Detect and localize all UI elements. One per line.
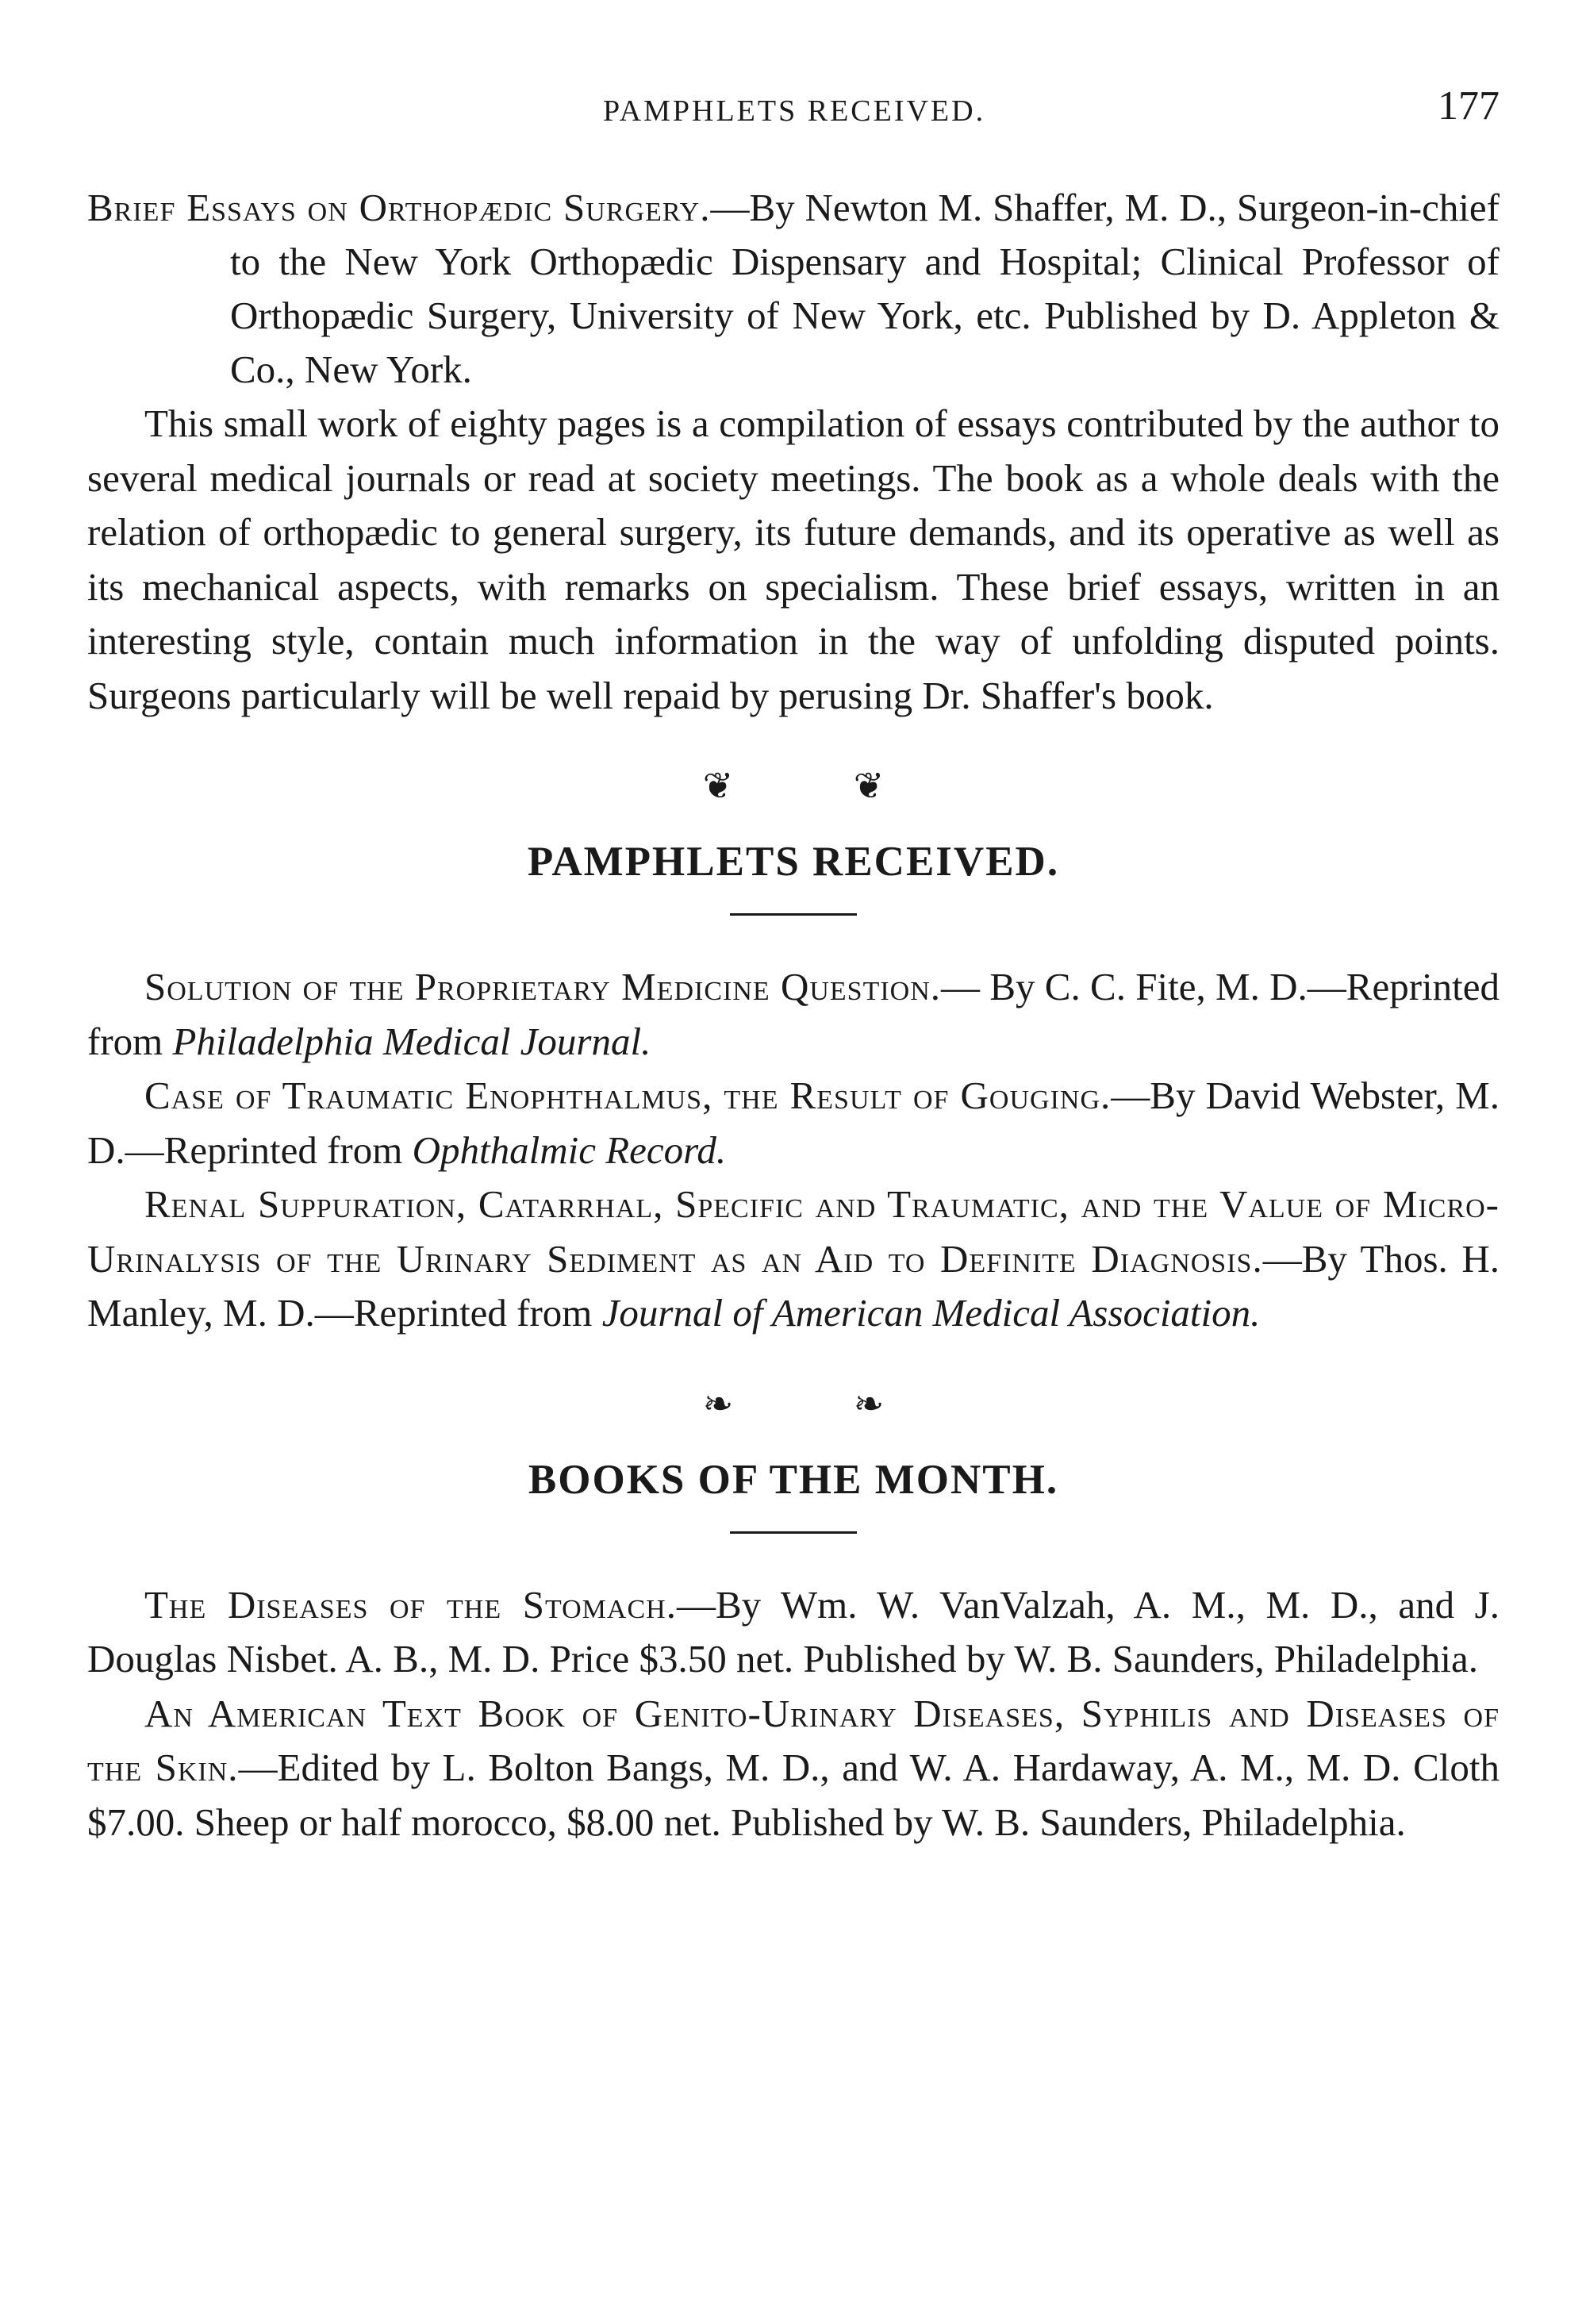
pamphlet-title: Renal Suppuration, Catarrhal, Specific and Traumatic, and the Value of Micro-Urinalysis of the Urinary Sediment as an Aid to Definite Diagnosis. [87,1182,1500,1281]
review-heading [87,181,1500,397]
pamphlet-source: Ophthalmic Record. [412,1127,727,1172]
review-title: Brief Essays on Orthopædic Surgery. [87,186,711,229]
book-details: —By Wm. W. VanValzah, A. M., M. D., and J. Douglas Nisbet. A. B., M. D. Price $3.50 net. Published by W. B. Saunders, Philadelphia. [87,1582,1500,1681]
book-entry [87,1578,1500,1687]
pamphlet-byline: —By Thos. H. Manley, M. D.—Reprinted from [87,1236,1500,1335]
page-number: 177 [1438,83,1500,129]
section-rule [730,913,857,916]
review-body: This small work of eighty pages is a compilation of essays contributed by the author to several medical journals or read at society meetings. The book as a whole deals with the relation of orthopædic to general surgery, its future demands, and its operative as well as its mechanical aspects, with remarks on specialism. These brief essays, written in an interesting style, contain much information in the way of unfolding disputed points. Surgeons particularly will be well repaid by perusing Dr. Shaffer's book. [87,401,1500,717]
page-content [87,181,1500,1850]
running-title: PAMPHLETS RECEIVED. [603,94,986,128]
book-details: —Edited by L. Bolton Bangs, M. D., and W. A. Hardaway, A. M., M. D. Cloth $7.00. Sheep or half morocco, $8.00 net. Published by W. B. Saunders, Philadelphia. [87,1746,1500,1844]
book-title: An American Text Book of Genito-Urinary Diseases, Syphilis and Diseases of the Skin. [87,1691,1500,1789]
document-page [87,0,1500,2324]
book-title: The Diseases of the Stomach. [144,1582,677,1627]
pamphlet-entry [87,1177,1500,1341]
running-head [87,79,1500,135]
fleuron-ornament: ❦ ❦ [702,766,940,806]
pamphlet-source: Philadelphia Medical Journal. [172,1019,651,1063]
pamphlet-entry [87,960,1500,1069]
section-rule [730,1531,857,1534]
pamphlet-byline: — By C. C. Fite, M. D.—Reprinted from [87,965,1500,1063]
review-byline: —By Newton M. Shaffer, M. D., Surgeon-in-chief to the New York Orthopædic Dispensary and Hospital; Clinical Professor of Orthopædic Surgery, University of New York, etc. Published by D. Appleton & Co., New York. [230,186,1500,391]
pamphlet-title: Solution of the Proprietary Medicine Question. [144,965,942,1008]
books-section-title: BOOKS OF THE MONTH. [528,1456,1059,1503]
pamphlets-section-title: PAMPHLETS RECEIVED. [527,839,1060,885]
pamphlet-byline: —By David Webster, M. D.—Reprinted from [87,1074,1500,1172]
leaf-ornament: ❧ ❧ [702,1383,940,1424]
pamphlet-title: Case of Traumatic Enophthalmus, the Result of Gouging. [144,1074,1112,1117]
pamphlet-source: Journal of American Medical Association. [601,1291,1261,1335]
pamphlet-entry [87,1069,1500,1177]
book-entry [87,1687,1500,1850]
